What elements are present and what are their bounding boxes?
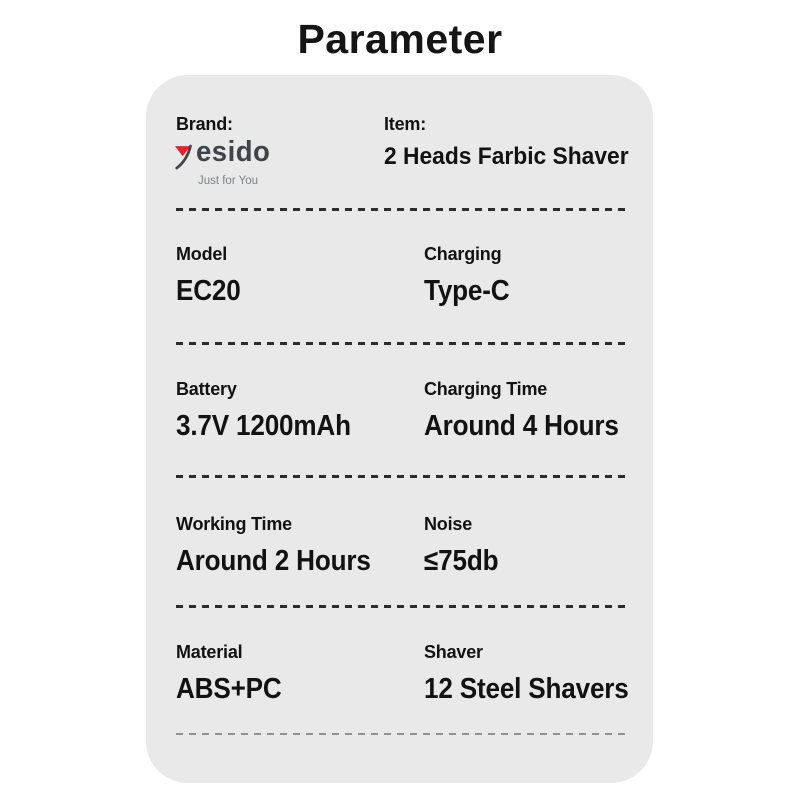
spec-label: Model xyxy=(176,244,227,264)
item-section xyxy=(384,113,641,170)
spec-cell xyxy=(176,378,370,442)
logo-tagline: Just for You xyxy=(197,175,259,187)
spec-cell xyxy=(176,513,392,577)
spec-label: Charging Time xyxy=(424,379,548,399)
spec-cell xyxy=(176,243,248,307)
spec-label: Noise xyxy=(424,514,473,534)
spec-cell xyxy=(424,641,651,705)
yesido-y-triangle-icon xyxy=(174,143,196,173)
spec-cell xyxy=(424,243,519,307)
separator-2 xyxy=(176,342,631,345)
item-value: 2 Heads Farbic Shaver xyxy=(384,143,629,170)
spec-value: 3.7V 1200mAh xyxy=(176,410,351,442)
item-label: Item: xyxy=(384,114,427,134)
separator-5 xyxy=(176,733,631,735)
separator-4 xyxy=(176,605,631,608)
page-title: Parameter xyxy=(297,16,503,62)
spec-value: Type-C xyxy=(424,275,510,307)
separator-1 xyxy=(176,208,631,211)
spec-value: Around 4 Hours xyxy=(424,410,619,442)
spec-label: Working Time xyxy=(176,514,292,534)
separator-3 xyxy=(176,475,631,478)
spec-value: 12 Steel Shavers xyxy=(424,673,629,705)
logo-text: esido xyxy=(196,136,271,168)
brand-section xyxy=(176,113,233,135)
spec-label: Battery xyxy=(176,379,237,399)
yesido-logo xyxy=(174,137,274,187)
spec-cell xyxy=(424,378,640,442)
spec-label: Charging xyxy=(424,244,502,264)
spec-value: EC20 xyxy=(176,275,241,307)
spec-value: ABS+PC xyxy=(176,673,282,705)
spec-label: Material xyxy=(176,642,243,662)
parameter-card xyxy=(146,75,653,783)
yesido-logo-wordmark xyxy=(174,137,274,173)
spec-cell xyxy=(176,641,293,705)
spec-value: Around 2 Hours xyxy=(176,545,371,577)
spec-label: Shaver xyxy=(424,642,483,662)
spec-cell xyxy=(424,513,507,577)
spec-value: ≤75db xyxy=(424,545,499,577)
brand-label: Brand: xyxy=(176,114,233,134)
